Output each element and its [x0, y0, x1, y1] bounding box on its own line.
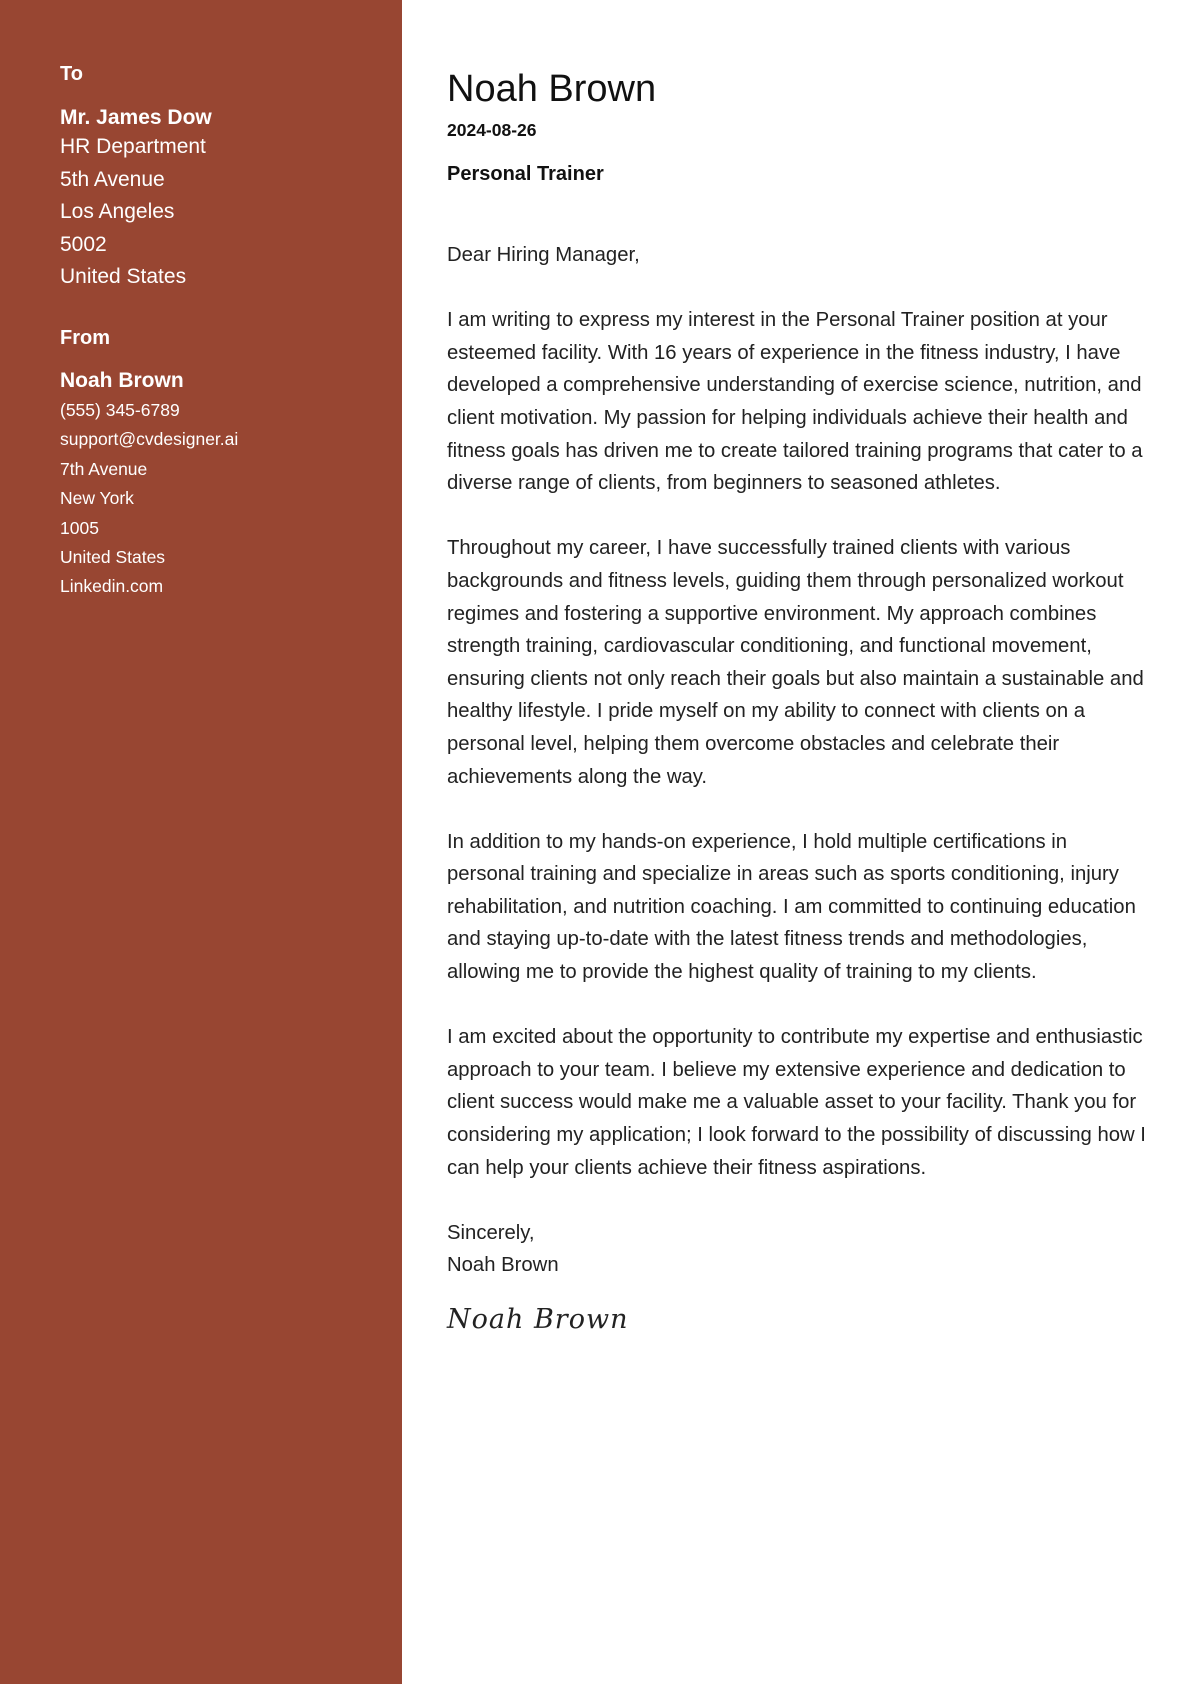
letter-paragraph: I am writing to express my interest in the Personal Trainer position at your esteemed facility. With 16 years of experience in the fitness industry, I have developed a comprehensive understanding of exercise science, nutrition, and client motivation. My passion for helping individuals achieve their health and fitness goals has driven me to create tailored training programs that cater to a diverse range of clients, from beginners to seasoned athletes. — [447, 309, 1143, 495]
recipient-line: HR Department — [60, 135, 206, 158]
recipient-address — [60, 131, 402, 294]
recipient-line: United States — [60, 265, 187, 289]
letter-paragraph: In addition to my hands-on experience, I hold multiple certifications in personal training and specialize in areas such as sports conditioning, injury rehabilitation, and nutrition coaching. I am committed to continuing education and staying up-to-date with the latest fitness trends and methodologies, allowing me to provide the highest quality of training to my clients. — [447, 830, 1136, 984]
sender-street: 7th Avenue — [60, 458, 148, 479]
letter-paragraph: Throughout my career, I have successfully trained clients with various backgrounds and fitness levels, guiding them through personalized workout regimes and fostering a supportive environment. My approach combines strength training, cardiovascular conditioning, and functional movement, ensuring clients not only reach their goals but also maintain a sustainable and healthy lifestyle. I pride myself on my ability to connect with clients on a personal level, helping them overcome obstacles and celebrate their achievements along the way. — [447, 537, 1144, 788]
recipient-line: 5th Avenue — [60, 167, 165, 191]
sender-city: New York — [60, 488, 134, 509]
letter-paragraph: I am excited about the opportunity to contribute my expertise and enthusiastic approach to your team. I believe my extensive experience and dedication to client success would make me a valuable asset to your facility. Thank you for considering my application; I look forward to the possibility of discussing how I can help your clients achieve their fitness aspirations. — [447, 1026, 1146, 1179]
letter-date: 2024-08-26 — [447, 120, 537, 140]
closing-name: Noah Brown — [447, 1254, 559, 1277]
sender-linkedin: Linkedin.com — [60, 576, 164, 597]
sender-phone: (555) 345-6789 — [60, 399, 180, 420]
closing: Sincerely, — [447, 1221, 535, 1244]
recipient-line: Los Angeles — [60, 200, 175, 224]
letter-body — [447, 239, 1147, 1340]
sidebar — [0, 0, 402, 1684]
recipient-heading: To — [60, 63, 83, 85]
job-title: Personal Trainer — [447, 163, 604, 185]
sender-country: United States — [60, 547, 166, 567]
signature: Noah Brown — [447, 1304, 629, 1335]
salutation: Dear Hiring Manager, — [447, 244, 640, 266]
sender-postcode: 1005 — [60, 517, 99, 538]
sender-name: Noah Brown — [60, 368, 184, 392]
sender-contact — [60, 396, 402, 602]
recipient-line: 5002 — [60, 232, 107, 256]
sender-email: support@cvdesigner.ai — [60, 429, 239, 450]
applicant-name: Noah Brown — [447, 68, 657, 110]
recipient-name: Mr. James Dow — [60, 106, 212, 129]
sender-heading: From — [60, 326, 110, 349]
